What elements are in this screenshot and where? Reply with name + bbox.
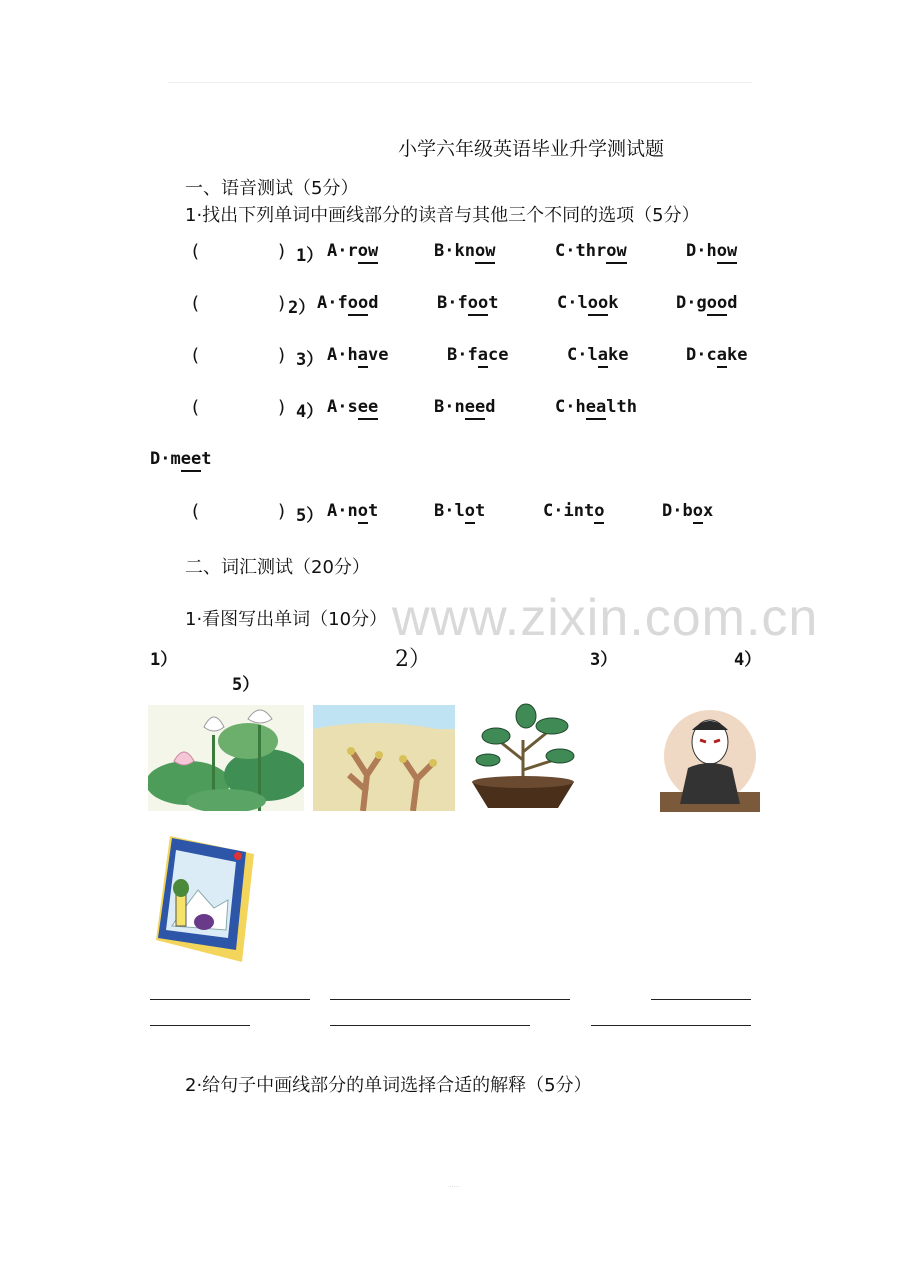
- opera-picture: [660, 708, 760, 812]
- word-part: h: [706, 241, 717, 261]
- word-part: n: [347, 501, 358, 521]
- option-label: C·: [555, 241, 576, 261]
- page-title: 小学六年级英语毕业升学测试题: [398, 138, 665, 160]
- option-label: B·: [434, 501, 455, 521]
- pic-number-3: 3）: [590, 650, 618, 670]
- section2-q1-instruction: 1·看图写出单词（10分）: [185, 609, 388, 630]
- option-label: C·: [555, 397, 576, 417]
- option-b: [434, 397, 495, 417]
- word-part: c: [706, 345, 717, 365]
- word-part: h: [347, 345, 358, 365]
- option-d: [676, 293, 737, 313]
- underlined-part: oo: [588, 293, 608, 316]
- option-a: [327, 241, 378, 261]
- underlined-part: a: [598, 345, 608, 368]
- option-c: [555, 397, 637, 417]
- option-label: B·: [434, 241, 455, 261]
- option-label: C·: [543, 501, 564, 521]
- option-c: [567, 345, 628, 365]
- item-number: 2）: [288, 298, 316, 318]
- word-part: x: [702, 501, 714, 521]
- item-number: 1）: [296, 246, 324, 266]
- word-part: s: [347, 397, 358, 417]
- pic-number-4: 4）: [734, 650, 762, 670]
- word-part: t: [474, 501, 486, 521]
- answer-paren-close: ): [278, 241, 286, 262]
- section1-heading: 一、语音测试（5分）: [185, 178, 359, 199]
- option-b: [437, 293, 498, 313]
- word-part: d: [485, 397, 496, 417]
- option-label: A·: [317, 293, 338, 313]
- option-a: [317, 293, 378, 313]
- word-part: int: [563, 501, 595, 521]
- word-part: b: [682, 501, 693, 521]
- pic-number-2: 2）: [395, 647, 431, 672]
- word-part: f: [337, 293, 348, 313]
- word-part: d: [368, 293, 379, 313]
- section2-heading: 二、词汇测试（20分）: [185, 557, 370, 578]
- option-c: [543, 501, 604, 521]
- option-label: D·: [662, 501, 683, 521]
- underlined-part: o: [693, 501, 703, 524]
- top-rule: [168, 82, 752, 83]
- answer-blank-6[interactable]: [591, 1025, 751, 1026]
- option-d: [150, 449, 211, 469]
- section1-q1-instruction: 1·找出下列单词中画线部分的读音与其他三个不同的选项（5分）: [185, 205, 700, 226]
- pic-number-1: 1）: [150, 650, 178, 670]
- option-label: B·: [437, 293, 458, 313]
- underlined-part: o: [465, 501, 475, 524]
- answer-paren-open: (: [192, 293, 200, 314]
- word-part: ce: [487, 345, 509, 365]
- word-part: thr: [575, 241, 607, 261]
- potted-plant-picture: [468, 700, 578, 812]
- answer-blank-2[interactable]: [330, 999, 570, 1000]
- underlined-part: a: [717, 345, 727, 368]
- underlined-part: ow: [606, 241, 626, 264]
- item-number: 3）: [296, 350, 324, 370]
- option-b: [447, 345, 508, 365]
- word-part: ke: [607, 345, 629, 365]
- option-label: D·: [686, 345, 707, 365]
- answer-blank-5[interactable]: [330, 1025, 530, 1026]
- word-part: ke: [726, 345, 748, 365]
- option-label: D·: [150, 449, 171, 469]
- option-d: [686, 345, 747, 365]
- option-label: C·: [557, 293, 578, 313]
- option-b: [434, 501, 485, 521]
- underlined-part: oo: [707, 293, 727, 316]
- option-d: [662, 501, 713, 521]
- section2-q2-instruction: 2·给句子中画线部分的单词选择合适的解释（5分）: [185, 1075, 592, 1096]
- word-part: l: [577, 293, 588, 313]
- word-part: lth: [606, 397, 637, 417]
- option-label: A·: [327, 241, 348, 261]
- answer-paren-open: (: [192, 345, 200, 366]
- underlined-part: o: [358, 501, 368, 524]
- underlined-part: o: [594, 501, 604, 524]
- pic-number-5: 5）: [232, 675, 260, 695]
- word-part: t: [367, 501, 379, 521]
- option-label: A·: [327, 501, 348, 521]
- answer-paren-close: ): [278, 293, 286, 314]
- answer-blank-3[interactable]: [651, 999, 751, 1000]
- underlined-part: ee: [181, 449, 201, 472]
- option-label: A·: [327, 397, 348, 417]
- option-label: B·: [447, 345, 468, 365]
- option-label: D·: [686, 241, 707, 261]
- underlined-part: ow: [717, 241, 737, 264]
- word-part: kn: [454, 241, 475, 261]
- word-part: l: [587, 345, 598, 365]
- underlined-part: a: [478, 345, 488, 368]
- word-part: m: [170, 449, 181, 469]
- tree-picture: [313, 705, 455, 811]
- option-b: [434, 241, 495, 261]
- watermark: www.zixin.com.cn: [392, 589, 819, 647]
- postcard-picture: [150, 830, 256, 965]
- option-a: [327, 345, 388, 365]
- answer-blank-1[interactable]: [150, 999, 310, 1000]
- answer-paren-close: ): [278, 501, 286, 522]
- answer-paren-open: (: [192, 501, 200, 522]
- word-part: d: [727, 293, 738, 313]
- word-part: h: [575, 397, 586, 417]
- answer-paren-close: ): [278, 397, 286, 418]
- lotus-picture: [148, 705, 304, 811]
- answer-paren-open: (: [192, 241, 200, 262]
- word-part: t: [488, 293, 499, 313]
- word-part: ve: [367, 345, 389, 365]
- word-part: k: [608, 293, 619, 313]
- word-part: f: [457, 293, 468, 313]
- word-part: f: [467, 345, 478, 365]
- option-a: [327, 397, 378, 417]
- underlined-part: ee: [358, 397, 378, 420]
- word-part: l: [454, 501, 465, 521]
- item-number: 4）: [296, 402, 324, 422]
- option-label: A·: [327, 345, 348, 365]
- underlined-part: ea: [586, 397, 606, 420]
- word-part: t: [201, 449, 212, 469]
- option-c: [555, 241, 627, 261]
- word-part: r: [347, 241, 358, 261]
- option-c: [557, 293, 618, 313]
- option-label: B·: [434, 397, 455, 417]
- underlined-part: ow: [475, 241, 495, 264]
- answer-blank-4[interactable]: [150, 1025, 250, 1026]
- word-part: g: [696, 293, 707, 313]
- underlined-part: a: [358, 345, 368, 368]
- item-number: 5）: [296, 506, 324, 526]
- answer-paren-close: ): [278, 345, 286, 366]
- underlined-part: oo: [348, 293, 368, 316]
- option-d: [686, 241, 737, 261]
- option-label: C·: [567, 345, 588, 365]
- option-a: [327, 501, 378, 521]
- page-footer: ......: [447, 1181, 461, 1189]
- option-label: D·: [676, 293, 697, 313]
- underlined-part: ee: [465, 397, 485, 420]
- underlined-part: oo: [468, 293, 488, 316]
- word-part: n: [454, 397, 465, 417]
- underlined-part: ow: [358, 241, 378, 264]
- answer-paren-open: (: [192, 397, 200, 418]
